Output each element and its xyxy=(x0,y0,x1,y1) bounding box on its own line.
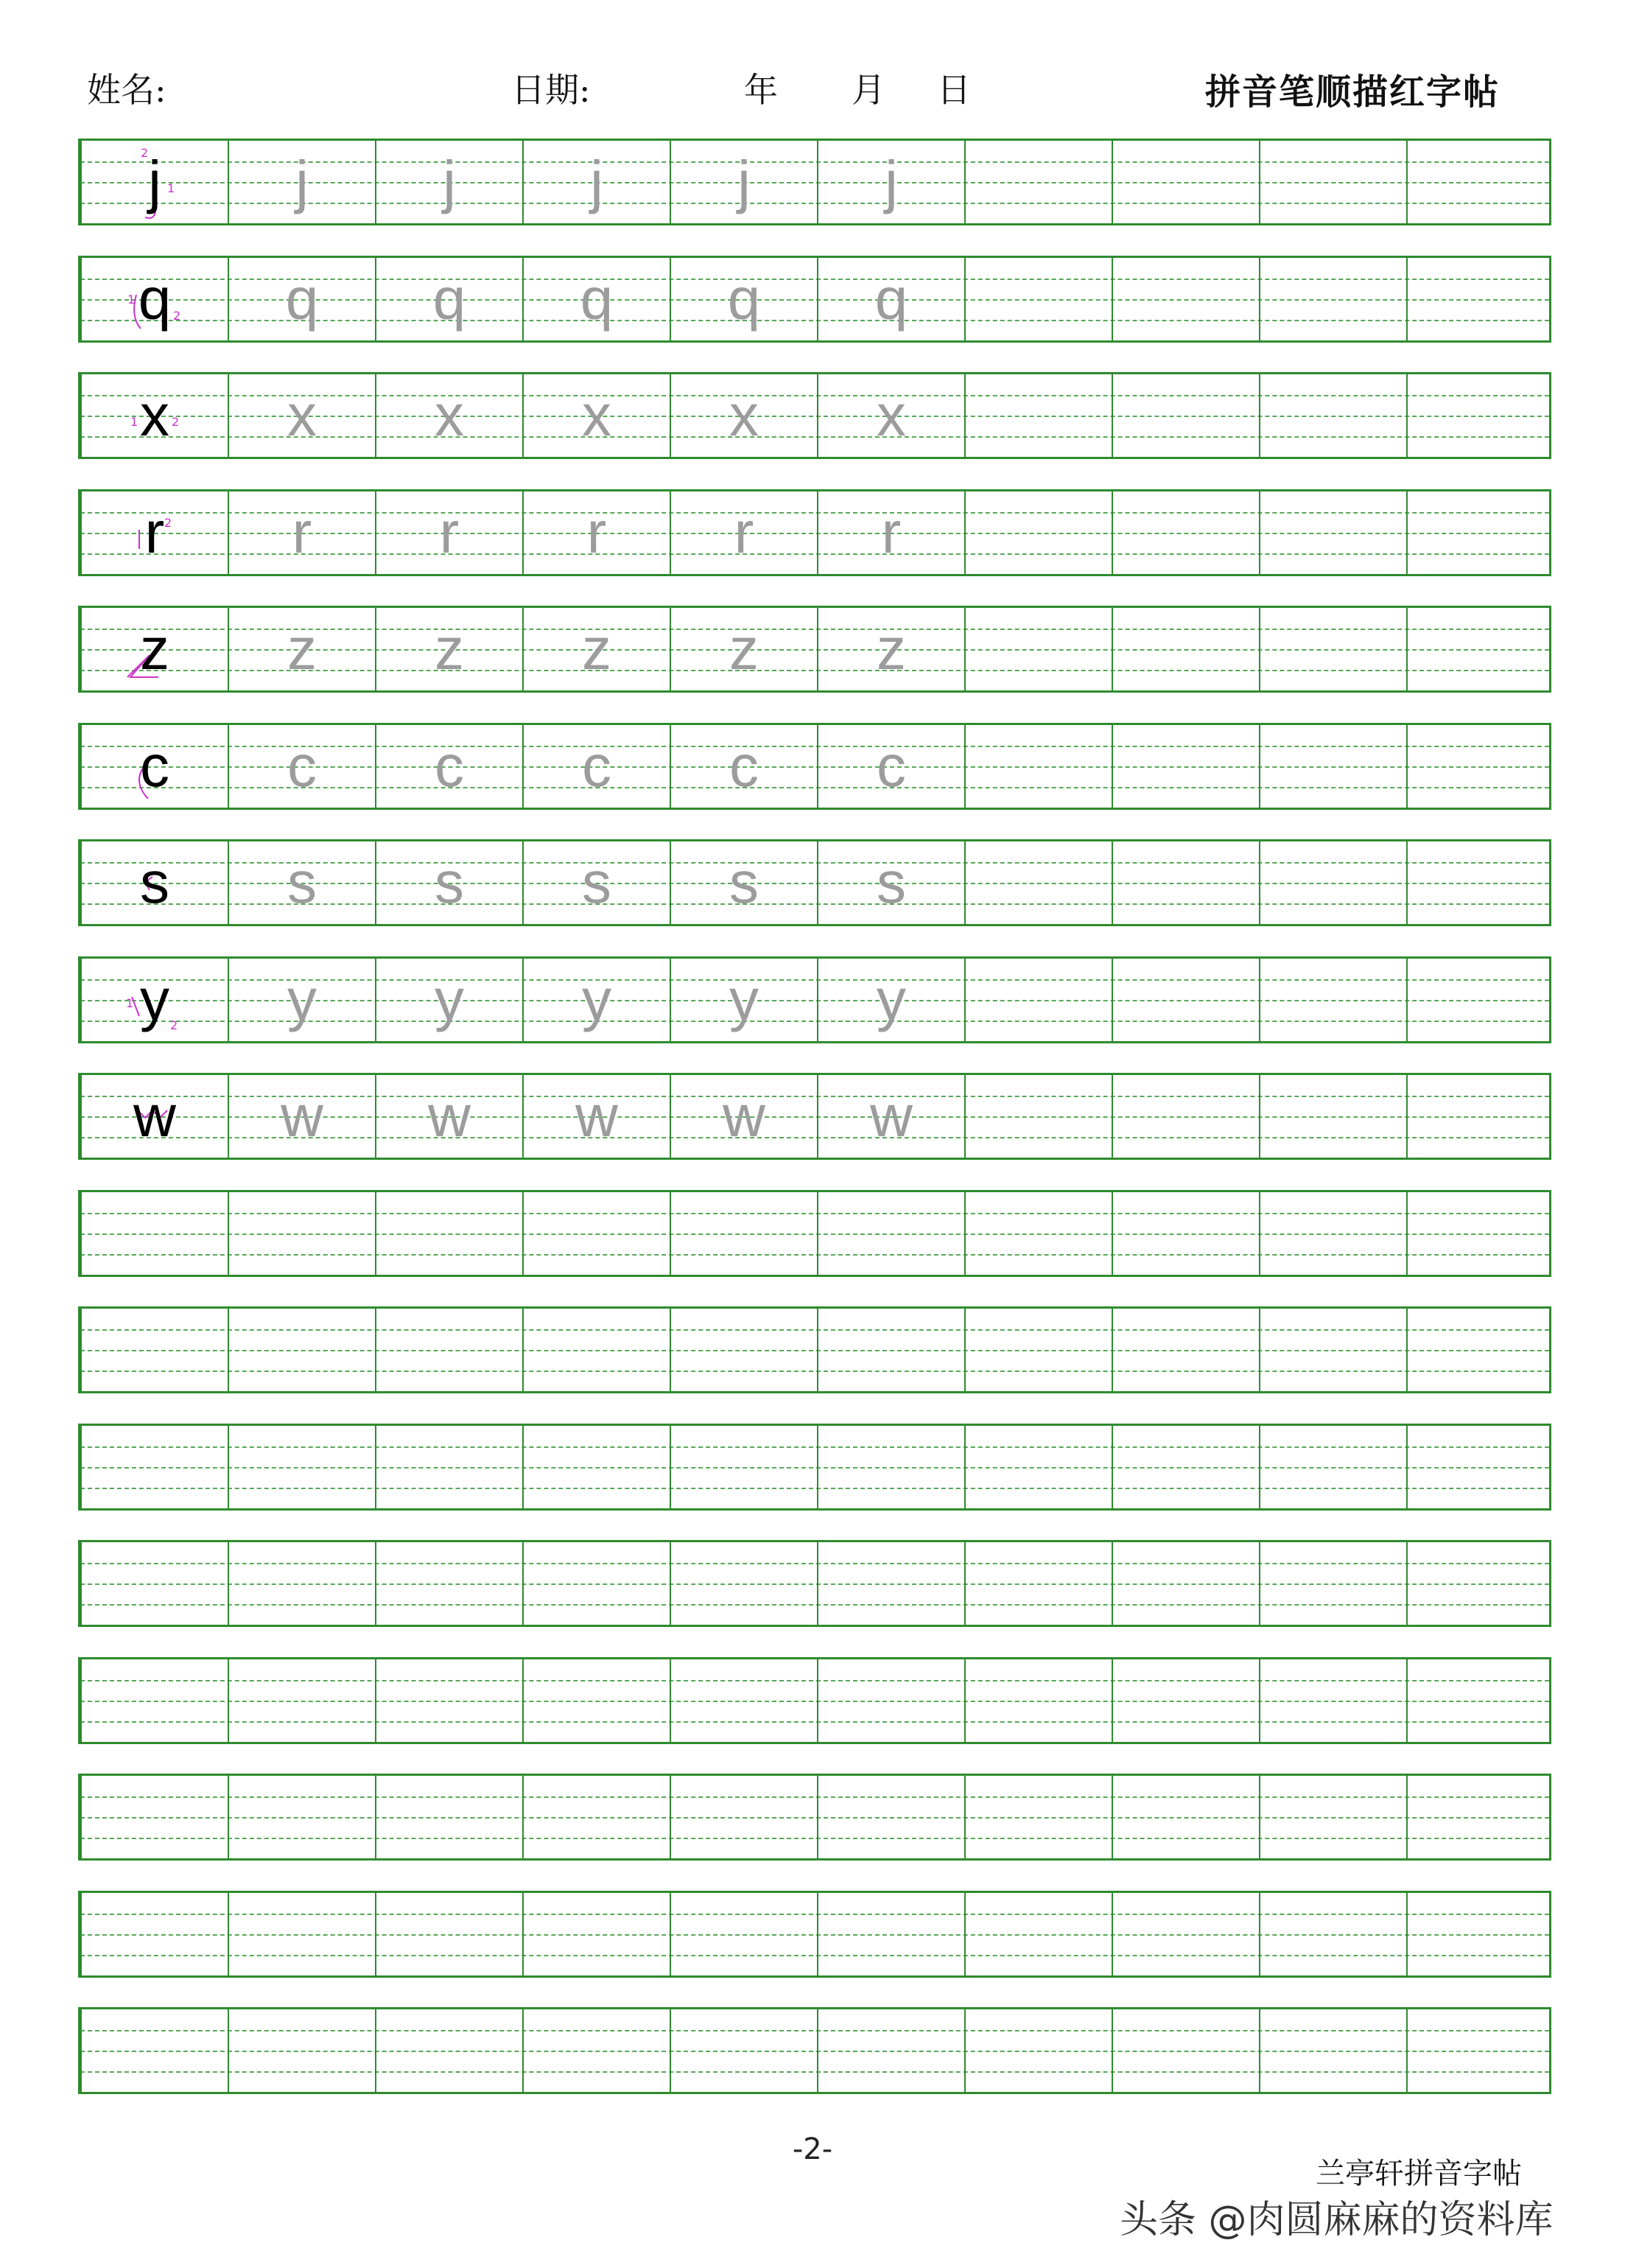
writing-row xyxy=(78,956,1551,1043)
writing-cell xyxy=(964,1659,1112,1742)
model-letter: c xyxy=(140,733,169,799)
writing-cell xyxy=(1259,841,1406,924)
writing-cell xyxy=(817,1192,964,1275)
writing-cell xyxy=(1406,725,1549,808)
writing-cell xyxy=(1112,1659,1259,1742)
svg-text:1: 1 xyxy=(127,293,136,307)
writing-cell xyxy=(1259,608,1406,690)
writing-cell xyxy=(522,1776,670,1858)
trace-letter: y xyxy=(877,967,906,1032)
trace-letter: q xyxy=(874,266,908,332)
writing-cell xyxy=(670,841,817,924)
writing-cell xyxy=(80,1893,228,1975)
writing-cell xyxy=(1406,1776,1549,1858)
writing-cell xyxy=(1259,1776,1406,1858)
writing-cell xyxy=(817,959,964,1041)
writing-cell xyxy=(522,491,670,574)
day-label: 日 xyxy=(937,70,971,110)
writing-cell xyxy=(80,608,228,690)
writing-cell xyxy=(1259,1192,1406,1275)
writing-cell xyxy=(670,1776,817,1858)
writing-cell xyxy=(522,608,670,690)
writing-cell xyxy=(522,1192,670,1275)
trace-letter: c xyxy=(435,733,464,799)
writing-cell xyxy=(1259,1893,1406,1975)
writing-cell xyxy=(670,1542,817,1625)
writing-cell xyxy=(1406,1192,1549,1275)
trace-letter: c xyxy=(729,733,759,799)
writing-row xyxy=(78,1424,1551,1511)
writing-row xyxy=(78,1891,1551,1978)
writing-row xyxy=(78,1540,1551,1627)
writing-cell xyxy=(1259,374,1406,457)
writing-cell xyxy=(670,1192,817,1275)
writing-cell xyxy=(80,258,228,340)
writing-cell xyxy=(522,1659,670,1742)
watermark: 头条 @肉圆麻麻的资料库 xyxy=(1120,2198,1554,2242)
writing-cell xyxy=(375,1075,522,1158)
writing-cell xyxy=(522,1893,670,1975)
trace-letter: j xyxy=(885,149,898,214)
writing-cell xyxy=(1112,2009,1259,2092)
writing-cell xyxy=(817,374,964,457)
writing-cell xyxy=(964,1309,1112,1391)
writing-cell xyxy=(80,491,228,574)
trace-letter: y xyxy=(582,967,611,1032)
writing-row xyxy=(78,1190,1551,1277)
writing-cell xyxy=(964,1776,1112,1858)
writing-cell xyxy=(80,1075,228,1158)
writing-cell xyxy=(228,725,375,808)
writing-cell xyxy=(1406,1309,1549,1391)
writing-cell xyxy=(1259,491,1406,574)
writing-cell xyxy=(1259,1075,1406,1158)
trace-letter: x xyxy=(582,382,611,448)
writing-cell xyxy=(1406,2009,1549,2092)
writing-cell xyxy=(80,841,228,924)
writing-cell xyxy=(670,959,817,1041)
writing-cell xyxy=(522,1426,670,1508)
writing-cell xyxy=(522,841,670,924)
writing-cell xyxy=(228,141,375,223)
brand-label: 兰亭轩拼音字帖 xyxy=(1316,2157,1522,2191)
trace-letter: y xyxy=(287,967,317,1032)
writing-cell xyxy=(670,725,817,808)
svg-text:1: 1 xyxy=(126,996,134,1010)
writing-cell xyxy=(670,374,817,457)
writing-cell xyxy=(964,1542,1112,1625)
writing-cell xyxy=(228,1893,375,1975)
year-label: 年 xyxy=(744,70,778,110)
writing-cell xyxy=(817,1776,964,1858)
writing-cell xyxy=(817,258,964,340)
svg-text:2: 2 xyxy=(164,516,172,530)
writing-cell xyxy=(228,374,375,457)
writing-cell xyxy=(964,1075,1112,1158)
writing-cell xyxy=(375,1426,522,1508)
writing-cell xyxy=(964,1893,1112,1975)
writing-cell xyxy=(964,491,1112,574)
trace-letter: r xyxy=(881,500,902,565)
writing-cell xyxy=(522,374,670,457)
writing-cell xyxy=(80,374,228,457)
trace-letter: j xyxy=(443,149,456,214)
trace-letter: z xyxy=(877,616,906,682)
trace-letter: s xyxy=(582,850,611,915)
writing-cell xyxy=(1406,141,1549,223)
writing-cell xyxy=(375,1192,522,1275)
writing-cell xyxy=(964,374,1112,457)
writing-cell xyxy=(670,1893,817,1975)
writing-cell xyxy=(1259,2009,1406,2092)
trace-letter: j xyxy=(590,149,603,214)
writing-cell xyxy=(1259,1542,1406,1625)
writing-cell xyxy=(1259,141,1406,223)
name-label: 姓名: xyxy=(87,70,166,110)
writing-cell xyxy=(228,1192,375,1275)
writing-cell xyxy=(80,1426,228,1508)
model-letter: r xyxy=(144,500,165,565)
trace-letter: j xyxy=(295,149,309,214)
writing-cell xyxy=(670,1426,817,1508)
trace-letter: r xyxy=(292,500,312,565)
writing-cell xyxy=(1406,1426,1549,1508)
model-letter: w xyxy=(133,1083,176,1149)
writing-cell xyxy=(670,1075,817,1158)
writing-cell xyxy=(964,141,1112,223)
writing-cell xyxy=(375,141,522,223)
trace-letter: w xyxy=(723,1083,765,1149)
writing-cell xyxy=(1406,841,1549,924)
writing-cell xyxy=(375,374,522,457)
trace-letter: r xyxy=(439,500,460,565)
writing-cell xyxy=(80,1192,228,1275)
writing-cell xyxy=(228,258,375,340)
writing-row xyxy=(78,839,1551,926)
writing-cell xyxy=(375,1776,522,1858)
writing-cell xyxy=(1112,1309,1259,1391)
writing-cell xyxy=(1112,1192,1259,1275)
writing-cell xyxy=(80,2009,228,2092)
trace-letter: r xyxy=(734,500,754,565)
writing-cell xyxy=(228,1776,375,1858)
writing-cell xyxy=(80,959,228,1041)
writing-cell xyxy=(1406,608,1549,690)
writing-cell xyxy=(817,841,964,924)
writing-cell xyxy=(1112,1426,1259,1508)
writing-cell xyxy=(1112,374,1259,457)
writing-cell xyxy=(670,258,817,340)
writing-cell xyxy=(1259,959,1406,1041)
date-label: 日期: xyxy=(511,70,591,110)
writing-cell xyxy=(522,141,670,223)
svg-text:1: 1 xyxy=(167,181,175,195)
writing-cell xyxy=(1112,725,1259,808)
writing-cell xyxy=(228,1075,375,1158)
trace-letter: w xyxy=(428,1083,471,1149)
writing-cell xyxy=(1259,1659,1406,1742)
trace-letter: c xyxy=(877,733,906,799)
writing-cell xyxy=(1259,1309,1406,1391)
trace-letter: q xyxy=(727,266,761,332)
writing-row xyxy=(78,1306,1551,1393)
writing-cell xyxy=(1406,1542,1549,1625)
writing-cell xyxy=(964,1192,1112,1275)
trace-letter: x xyxy=(877,382,906,448)
trace-letter: z xyxy=(287,616,317,682)
writing-cell xyxy=(670,491,817,574)
model-letter: s xyxy=(140,850,169,915)
writing-cell xyxy=(817,1542,964,1625)
writing-row xyxy=(78,489,1551,576)
writing-cell xyxy=(228,841,375,924)
writing-row xyxy=(78,256,1551,343)
writing-cell xyxy=(80,1309,228,1391)
writing-cell xyxy=(228,1309,375,1391)
writing-cell xyxy=(522,1309,670,1391)
writing-cell xyxy=(1112,1893,1259,1975)
writing-cell xyxy=(1112,959,1259,1041)
writing-cell xyxy=(375,725,522,808)
writing-cell xyxy=(1112,1075,1259,1158)
writing-cell xyxy=(817,2009,964,2092)
trace-letter: x xyxy=(729,382,759,448)
writing-cell xyxy=(522,1542,670,1625)
model-letter: j xyxy=(148,149,161,214)
svg-text:2: 2 xyxy=(170,1018,178,1032)
writing-cell xyxy=(964,841,1112,924)
writing-cell xyxy=(80,1542,228,1625)
writing-cell xyxy=(228,959,375,1041)
writing-cell xyxy=(228,491,375,574)
writing-cell xyxy=(817,725,964,808)
writing-cell xyxy=(1112,608,1259,690)
writing-cell xyxy=(522,725,670,808)
writing-cell xyxy=(228,1542,375,1625)
writing-cell xyxy=(375,2009,522,2092)
model-letter: q xyxy=(138,266,172,332)
writing-cell xyxy=(1112,141,1259,223)
writing-cell xyxy=(670,1659,817,1742)
writing-cell xyxy=(817,1309,964,1391)
trace-letter: w xyxy=(281,1083,323,1149)
writing-cell xyxy=(228,1659,375,1742)
writing-cell xyxy=(375,1542,522,1625)
writing-row xyxy=(78,2007,1551,2094)
writing-cell xyxy=(1406,374,1549,457)
trace-letter: z xyxy=(729,616,759,682)
writing-cell xyxy=(1406,258,1549,340)
writing-cell xyxy=(670,608,817,690)
trace-letter: x xyxy=(435,382,464,448)
writing-cell xyxy=(1406,1075,1549,1158)
writing-cell xyxy=(1112,841,1259,924)
writing-cell xyxy=(670,2009,817,2092)
writing-cell xyxy=(670,141,817,223)
model-letter: z xyxy=(140,616,169,682)
writing-row xyxy=(78,723,1551,810)
trace-letter: w xyxy=(870,1083,913,1149)
writing-row xyxy=(78,1774,1551,1861)
writing-cell xyxy=(1406,1893,1549,1975)
writing-cell xyxy=(670,1309,817,1391)
writing-cell xyxy=(375,841,522,924)
page-number: -2- xyxy=(792,2132,833,2166)
writing-cell xyxy=(1112,1776,1259,1858)
svg-text:1: 1 xyxy=(130,415,138,429)
writing-cell xyxy=(1259,1426,1406,1508)
writing-cell xyxy=(1112,491,1259,574)
writing-cell xyxy=(80,1659,228,1742)
writing-cell xyxy=(817,491,964,574)
writing-cell xyxy=(375,1893,522,1975)
trace-letter: s xyxy=(435,850,464,915)
writing-cell xyxy=(375,258,522,340)
trace-letter: c xyxy=(582,733,611,799)
writing-cell xyxy=(375,959,522,1041)
month-label: 月 xyxy=(852,70,885,110)
trace-letter: s xyxy=(729,850,759,915)
writing-cell xyxy=(375,491,522,574)
model-letter: y xyxy=(140,967,169,1032)
writing-cell xyxy=(228,1426,375,1508)
writing-row xyxy=(78,372,1551,459)
model-letter: x xyxy=(140,382,169,448)
writing-row xyxy=(78,1073,1551,1160)
writing-cell xyxy=(522,959,670,1041)
svg-text:2: 2 xyxy=(172,415,180,429)
trace-letter: q xyxy=(285,266,319,332)
trace-letter: z xyxy=(435,616,464,682)
trace-letter: s xyxy=(877,850,906,915)
trace-letter: q xyxy=(432,266,466,332)
writing-cell xyxy=(375,1309,522,1391)
writing-cell xyxy=(817,608,964,690)
writing-cell xyxy=(964,1426,1112,1508)
writing-cell xyxy=(228,2009,375,2092)
writing-row xyxy=(78,139,1551,225)
trace-letter: y xyxy=(729,967,759,1032)
writing-cell xyxy=(817,1659,964,1742)
writing-cell xyxy=(522,2009,670,2092)
writing-cell xyxy=(228,608,375,690)
writing-cell xyxy=(964,725,1112,808)
writing-cell xyxy=(80,141,228,223)
trace-letter: q xyxy=(580,266,614,332)
trace-letter: z xyxy=(582,616,611,682)
writing-cell xyxy=(1406,491,1549,574)
writing-cell xyxy=(964,2009,1112,2092)
writing-cell xyxy=(522,258,670,340)
trace-letter: x xyxy=(287,382,317,448)
trace-letter: j xyxy=(737,149,751,214)
writing-row xyxy=(78,606,1551,693)
writing-cell xyxy=(964,608,1112,690)
writing-cell xyxy=(964,959,1112,1041)
writing-cell xyxy=(375,608,522,690)
svg-text:2: 2 xyxy=(141,146,149,160)
trace-letter: r xyxy=(586,500,607,565)
writing-cell xyxy=(817,1075,964,1158)
writing-cell xyxy=(1259,725,1406,808)
writing-cell xyxy=(1406,959,1549,1041)
trace-letter: c xyxy=(287,733,317,799)
writing-cell xyxy=(1112,258,1259,340)
trace-letter: w xyxy=(575,1083,618,1149)
writing-cell xyxy=(1406,1659,1549,1742)
writing-cell xyxy=(817,1426,964,1508)
writing-cell xyxy=(375,1659,522,1742)
writing-cell xyxy=(80,1776,228,1858)
page-title: 拼音笔顺描红字帖 xyxy=(1205,71,1501,113)
writing-row xyxy=(78,1657,1551,1744)
writing-cell xyxy=(817,141,964,223)
writing-cell xyxy=(522,1075,670,1158)
writing-cell xyxy=(817,1893,964,1975)
writing-cell xyxy=(964,258,1112,340)
writing-cell xyxy=(1259,258,1406,340)
writing-cell xyxy=(80,725,228,808)
svg-text:2: 2 xyxy=(173,309,181,323)
trace-letter: y xyxy=(435,967,464,1032)
writing-cell xyxy=(1112,1542,1259,1625)
trace-letter: s xyxy=(287,850,317,915)
